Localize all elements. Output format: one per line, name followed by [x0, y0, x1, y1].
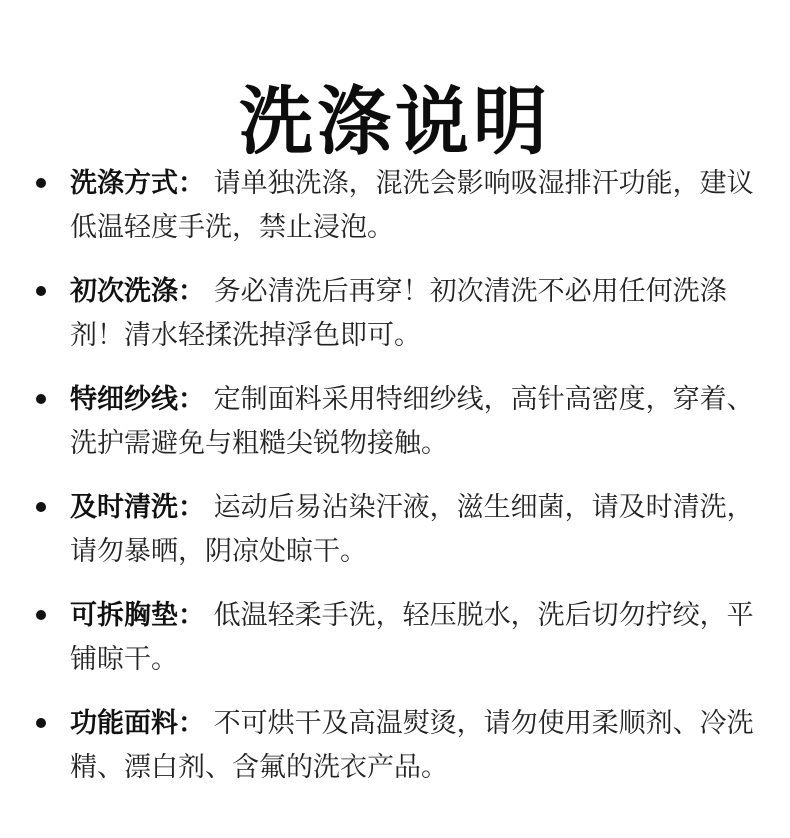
bullet-icon — [36, 178, 46, 188]
item-text: 定制面料采用特细纱线，高针高密度，穿着、洗护需避免与粗糙尖锐物接触。 — [70, 384, 754, 459]
item-label: 特细纱线： — [70, 384, 205, 415]
list-item-fine-yarn — [0, 378, 790, 486]
page-title: 洗涤说明 — [239, 78, 551, 165]
bullet-icon — [36, 394, 46, 404]
bullet-icon — [36, 718, 46, 728]
item-label: 可拆胸垫： — [70, 600, 205, 631]
item-label: 及时清洗： — [70, 492, 205, 523]
item-label: 初次洗涤： — [70, 276, 205, 307]
item-label: 功能面料： — [70, 708, 205, 739]
bullet-icon — [36, 286, 46, 296]
list-item-functional-fabric — [0, 702, 790, 810]
bullet-icon — [36, 502, 46, 512]
item-text: 请单独洗涤，混洗会影响吸湿排汗功能，建议低温轻度手洗，禁止浸泡。 — [70, 168, 754, 243]
item-text: 务必清洗后再穿！初次清洗不必用任何洗涤剂！清水轻揉洗掉浮色即可。 — [70, 276, 727, 351]
item-text: 运动后易沾染汗液，滋生细菌，请及时清洗，请勿暴晒，阴凉处晾干。 — [70, 492, 754, 567]
list-item-removable-pads — [0, 594, 790, 702]
item-text: 不可烘干及高温熨烫，请勿使用柔顺剂、冷洗精、漂白剂、含氟的洗衣产品。 — [70, 708, 754, 783]
item-text: 低温轻柔手洗，轻压脱水，洗后切勿拧绞，平铺晾干。 — [70, 600, 754, 675]
list-item-wash-method — [0, 162, 790, 270]
list-item-timely-wash — [0, 486, 790, 594]
care-instructions-list — [0, 162, 790, 810]
item-label: 洗涤方式： — [70, 168, 205, 199]
list-item-first-wash — [0, 270, 790, 378]
bullet-icon — [36, 610, 46, 620]
